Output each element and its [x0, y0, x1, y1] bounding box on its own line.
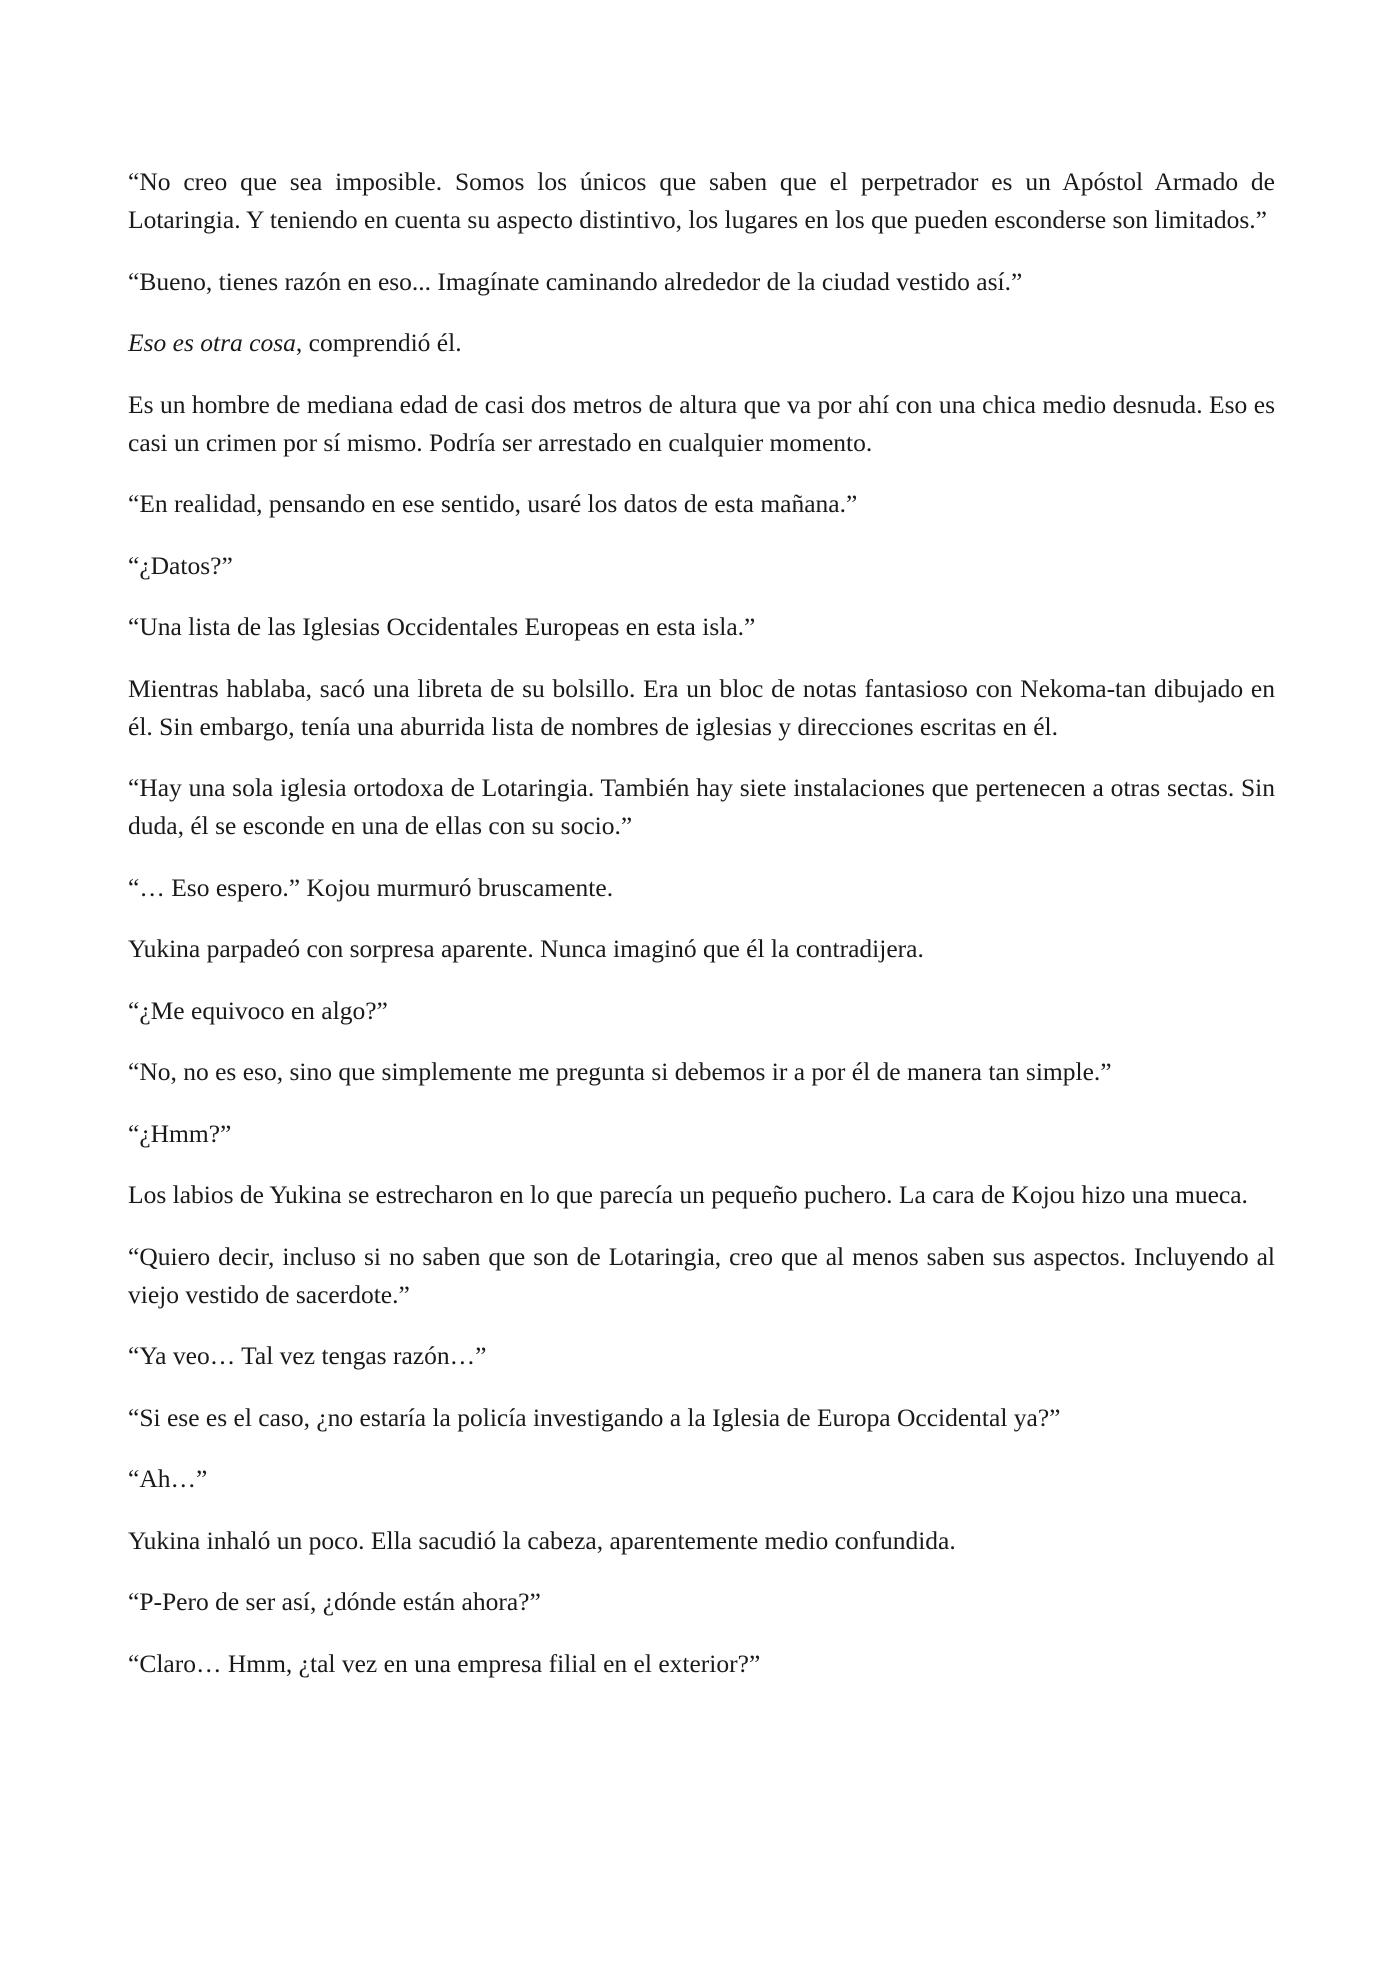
- paragraph-17: “Ya veo… Tal vez tengas razón…”: [128, 1341, 487, 1370]
- paragraph-12: “¿Me equivoco en algo?”: [128, 995, 388, 1025]
- paragraph-18: “Si ese es el caso, ¿no estaría la policía investigando a la Iglesia de Europa Occidental ya?”: [128, 1402, 1061, 1432]
- paragraph-6: “¿Datos?”: [128, 550, 233, 580]
- paragraph-20: Yukina inhaló un poco. Ella sacudió la cabeza, aparentemente medio confundida.: [128, 1525, 956, 1555]
- paragraph-15: Los labios de Yukina se estrecharon en lo que parecía un pequeño puchero. La cara de Kojou hizo una mueca.: [128, 1180, 1248, 1209]
- paragraph-13: “No, no es eso, sino que simplemente me pregunta si debemos ir a por él de manera tan simple.”: [128, 1057, 1112, 1086]
- paragraph-22: “Claro… Hmm, ¿tal vez en una empresa filial en el exterior?”: [128, 1648, 761, 1678]
- paragraph-8: Mientras hablaba, sacó una libreta de su bolsillo. Era un bloc de notas fantasioso con Nekoma-tan dibujado en él. Sin embargo, tenía una aburrida lista de nombres de iglesias y direcciones escritas en él.: [128, 673, 1275, 741]
- paragraph-21: “P-Pero de ser así, ¿dónde están ahora?”: [128, 1587, 541, 1616]
- paragraph-4: Es un hombre de mediana edad de casi dos metros de altura que va por ahí con una chica medio desnuda. Eso es casi un crimen por sí mismo. Podría ser arrestado en cualquier momento.: [128, 389, 1275, 457]
- paragraph-3: Eso es otra cosa, comprendió él.: [128, 328, 462, 357]
- paragraph-5: “En realidad, pensando en ese sentido, usaré los datos de esta mañana.”: [128, 489, 858, 518]
- paragraph-10: “… Eso espero.” Kojou murmuró bruscamente.: [128, 872, 614, 902]
- paragraph-14: “¿Hmm?”: [128, 1118, 232, 1148]
- italic-phrase: Eso es otra cosa: [128, 328, 296, 357]
- paragraph-16: “Quiero decir, incluso si no saben que son de Lotaringia, creo que al menos saben sus aspectos. Incluyendo al viejo vestido de sacerdote.”: [128, 1241, 1275, 1309]
- paragraph-19: “Ah…”: [128, 1464, 208, 1493]
- paragraph-2: “Bueno, tienes razón en eso... Imagínate caminando alrededor de la ciudad vestido así.”: [128, 266, 1023, 296]
- paragraph-9: “Hay una sola iglesia ortodoxa de Lotaringia. También hay siete instalaciones que pertenecen a otras sectas. Sin duda, él se esconde en una de ellas con su socio.”: [128, 773, 1275, 840]
- paragraph-7: “Una lista de las Iglesias Occidentales Europeas en esta isla.”: [128, 612, 756, 641]
- paragraph-1: “No creo que sea imposible. Somos los únicos que saben que el perpetrador es un Apóstol Armado de Lotaringia. Y teniendo en cuenta su aspecto distintivo, los lugares en los que pueden esconderse son limitados.”: [128, 167, 1275, 234]
- paragraph-11: Yukina parpadeó con sorpresa aparente. Nunca imaginó que él la contradijera.: [128, 934, 924, 963]
